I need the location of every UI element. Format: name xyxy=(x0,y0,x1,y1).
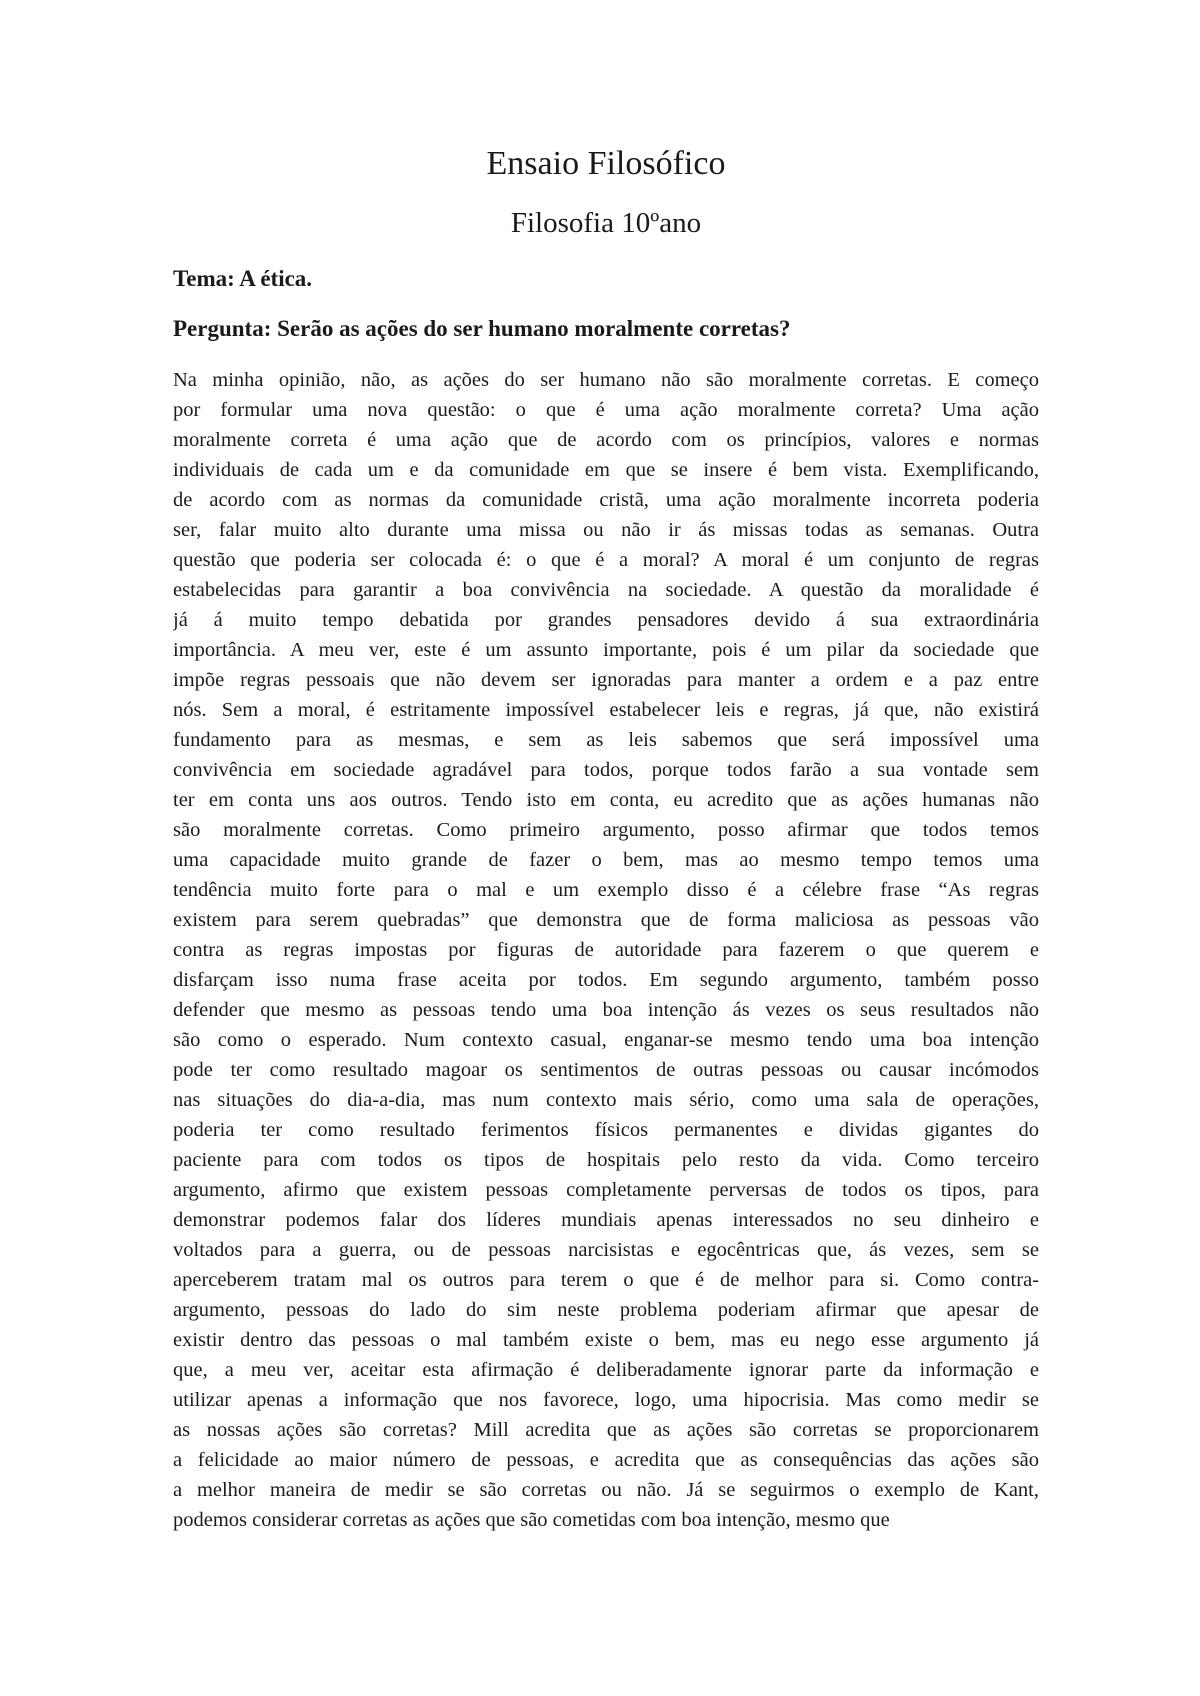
body-line: disfarçam isso numa frase aceita por todos. Em segundo argumento, também posso xyxy=(173,969,1039,991)
body-line: já á muito tempo debatida por grandes pensadores devido á sua extraordinária xyxy=(173,609,1039,631)
body-line: podemos considerar corretas as ações que são cometidas com boa intenção, mesmo que xyxy=(173,1509,890,1531)
body-line: a melhor maneira de medir se são corretas ou não. Já se seguirmos o exemplo de Kant, xyxy=(173,1479,1039,1501)
body-line: poderia ter como resultado ferimentos físicos permanentes e dividas gigantes do xyxy=(173,1119,1039,1141)
body-line: existem para serem quebradas” que demonstra que de forma maliciosa as pessoas vão xyxy=(173,909,1039,931)
body-line: que, a meu ver, aceitar esta afirmação é deliberadamente ignorar parte da informação e xyxy=(173,1359,1039,1381)
body-line: importância. A meu ver, este é um assunto importante, pois é um pilar da sociedade que xyxy=(173,639,1039,661)
body-line: ser, falar muito alto durante uma missa ou não ir ás missas todas as semanas. Outra xyxy=(173,519,1039,541)
body-line: por formular uma nova questão: o que é uma ação moralmente correta? Uma ação xyxy=(173,399,1039,421)
body-line: argumento, pessoas do lado do sim neste problema poderiam afirmar que apesar de xyxy=(173,1299,1039,1321)
body-line: moralmente correta é uma ação que de acordo com os princípios, valores e normas xyxy=(173,429,1039,451)
body-line: nós. Sem a moral, é estritamente impossível estabelecer leis e regras, já que, não existirá xyxy=(173,699,1039,721)
document-title: Ensaio Filosófico xyxy=(486,145,726,182)
body-line: contra as regras impostas por figuras de autoridade para fazerem o que querem e xyxy=(173,939,1039,961)
body-line: paciente para com todos os tipos de hospitais pelo resto da vida. Como terceiro xyxy=(173,1149,1039,1171)
body-line: uma capacidade muito grande de fazer o bem, mas ao mesmo tempo temos uma xyxy=(173,849,1039,871)
body-line: questão que poderia ser colocada é: o que é a moral? A moral é um conjunto de regras xyxy=(173,549,1039,571)
body-line: tendência muito forte para o mal e um exemplo disso é a célebre frase “As regras xyxy=(173,879,1039,901)
body-line: impõe regras pessoais que não devem ser ignoradas para manter a ordem e a paz entre xyxy=(173,669,1039,691)
essay-question: Pergunta: Serão as ações do ser humano moralmente corretas? xyxy=(173,316,791,341)
body-line: a felicidade ao maior número de pessoas, e acredita que as consequências das ações são xyxy=(173,1449,1039,1471)
essay-theme: Tema: A ética. xyxy=(173,266,313,291)
body-line: estabelecidas para garantir a boa convivência na sociedade. A questão da moralidade é xyxy=(173,579,1039,601)
body-line: utilizar apenas a informação que nos favorece, logo, uma hipocrisia. Mas como medir se xyxy=(173,1389,1039,1411)
body-line: convivência em sociedade agradável para todos, porque todos farão a sua vontade sem xyxy=(173,759,1039,781)
body-line: voltados para a guerra, ou de pessoas narcisistas e egocêntricas que, ás vezes, sem se xyxy=(173,1239,1039,1261)
body-line: são como o esperado. Num contexto casual, enganar-se mesmo tendo uma boa intenção xyxy=(173,1029,1039,1051)
body-line: Na minha opinião, não, as ações do ser humano não são moralmente corretas. E começo xyxy=(173,369,1039,391)
body-line: individuais de cada um e da comunidade em que se insere é bem vista. Exemplificando, xyxy=(173,459,1039,481)
document-subtitle: Filosofia 10ºano xyxy=(510,207,702,239)
body-line: nas situações do dia-a-dia, mas num contexto mais sério, como uma sala de operações, xyxy=(173,1089,1039,1111)
body-line: aperceberem tratam mal os outros para terem o que é de melhor para si. Como contra- xyxy=(173,1269,1039,1291)
essay-body xyxy=(173,365,1039,1535)
body-line: as nossas ações são corretas? Mill acredita que as ações são corretas se proporcionarem xyxy=(173,1419,1039,1441)
body-line: pode ter como resultado magoar os sentimentos de outras pessoas ou causar incómodos xyxy=(173,1059,1039,1081)
body-line: demonstrar podemos falar dos líderes mundiais apenas interessados no seu dinheiro e xyxy=(173,1209,1039,1231)
body-line: existir dentro das pessoas o mal também existe o bem, mas eu nego esse argumento já xyxy=(173,1329,1039,1351)
body-line: são moralmente corretas. Como primeiro argumento, posso afirmar que todos temos xyxy=(173,819,1039,841)
body-line: de acordo com as normas da comunidade cristã, uma ação moralmente incorreta poderia xyxy=(173,489,1039,511)
body-line: fundamento para as mesmas, e sem as leis sabemos que será impossível uma xyxy=(173,729,1039,751)
document-page xyxy=(173,0,1039,1696)
body-line: ter em conta uns aos outros. Tendo isto em conta, eu acredito que as ações humanas não xyxy=(173,789,1039,811)
body-line: argumento, afirmo que existem pessoas completamente perversas de todos os tipos, para xyxy=(173,1179,1039,1201)
body-line: defender que mesmo as pessoas tendo uma boa intenção ás vezes os seus resultados não xyxy=(173,999,1039,1021)
